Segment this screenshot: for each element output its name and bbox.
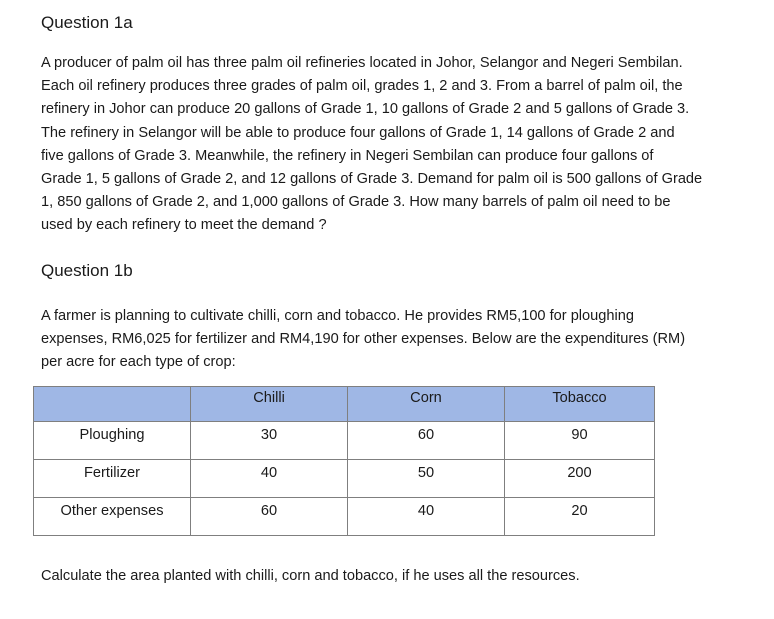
paragraph-line: A farmer is planning to cultivate chilli, corn and tobacco. He provides RM5,100 for ploughing bbox=[41, 308, 634, 324]
table-cell: 30 bbox=[191, 422, 348, 460]
question-1b-title: Question 1b bbox=[41, 261, 133, 280]
header-cell-empty bbox=[34, 387, 191, 422]
paragraph-line: 1, 850 gallons of Grade 2, and 1,000 gallons of Grade 3. How many barrels of palm oil need to be bbox=[41, 194, 671, 211]
table-cell: 60 bbox=[191, 498, 348, 536]
table-cell: 40 bbox=[348, 498, 505, 536]
row-label: Other expenses bbox=[34, 498, 191, 536]
paragraph-line: Grade 1, 5 gallons of Grade 2, and 12 gallons of Grade 3. Demand for palm oil is 500 gallons of Grade bbox=[41, 171, 703, 188]
table-cell: 40 bbox=[191, 460, 348, 498]
table-cell: 90 bbox=[505, 422, 655, 460]
expenditure-table bbox=[33, 386, 655, 536]
table-row bbox=[34, 498, 655, 536]
header-cell-chilli: Chilli bbox=[191, 387, 348, 422]
paragraph-line: Each oil refinery produces three grades of palm oil, grades 1, 2 and 3. From a barrel of palm oil, the bbox=[41, 78, 683, 95]
paragraph-line: A producer of palm oil has three palm oil refineries located in Johor, Selangor and Negeri Sembilan. bbox=[41, 55, 683, 71]
closing-question: Calculate the area planted with chilli, corn and tobacco, if he uses all the resources. bbox=[41, 568, 580, 584]
question-1a-title: Question 1a bbox=[41, 13, 133, 32]
paragraph-line: The refinery in Selangor will be able to produce four gallons of Grade 1, 14 gallons of Grade 2 and bbox=[41, 124, 675, 141]
table-cell: 60 bbox=[348, 422, 505, 460]
table-row bbox=[34, 422, 655, 460]
paragraph-line: per acre for each type of crop: bbox=[41, 354, 236, 371]
table-cell: 200 bbox=[505, 460, 655, 498]
row-label: Fertilizer bbox=[34, 460, 191, 498]
table-cell: 50 bbox=[348, 460, 505, 498]
paragraph-line: five gallons of Grade 3. Meanwhile, the refinery in Negeri Sembilan can produce four gallons of bbox=[41, 147, 654, 164]
table-cell: 20 bbox=[505, 498, 655, 536]
paragraph-line: used by each refinery to meet the demand ? bbox=[41, 217, 327, 234]
row-label: Ploughing bbox=[34, 422, 191, 460]
header-cell-tobacco: Tobacco bbox=[505, 387, 655, 422]
question-1a-paragraph bbox=[41, 52, 702, 238]
question-1b-paragraph bbox=[41, 305, 685, 375]
paragraph-line: refinery in Johor can produce 20 gallons of Grade 1, 10 gallons of Grade 2 and 5 gallons of Grade 3. bbox=[41, 101, 690, 118]
table-row bbox=[34, 460, 655, 498]
paragraph-line: expenses, RM6,025 for fertilizer and RM4,190 for other expenses. Below are the expenditures (RM) bbox=[41, 331, 686, 348]
header-cell-corn: Corn bbox=[348, 387, 505, 422]
table-header-row bbox=[34, 387, 655, 422]
